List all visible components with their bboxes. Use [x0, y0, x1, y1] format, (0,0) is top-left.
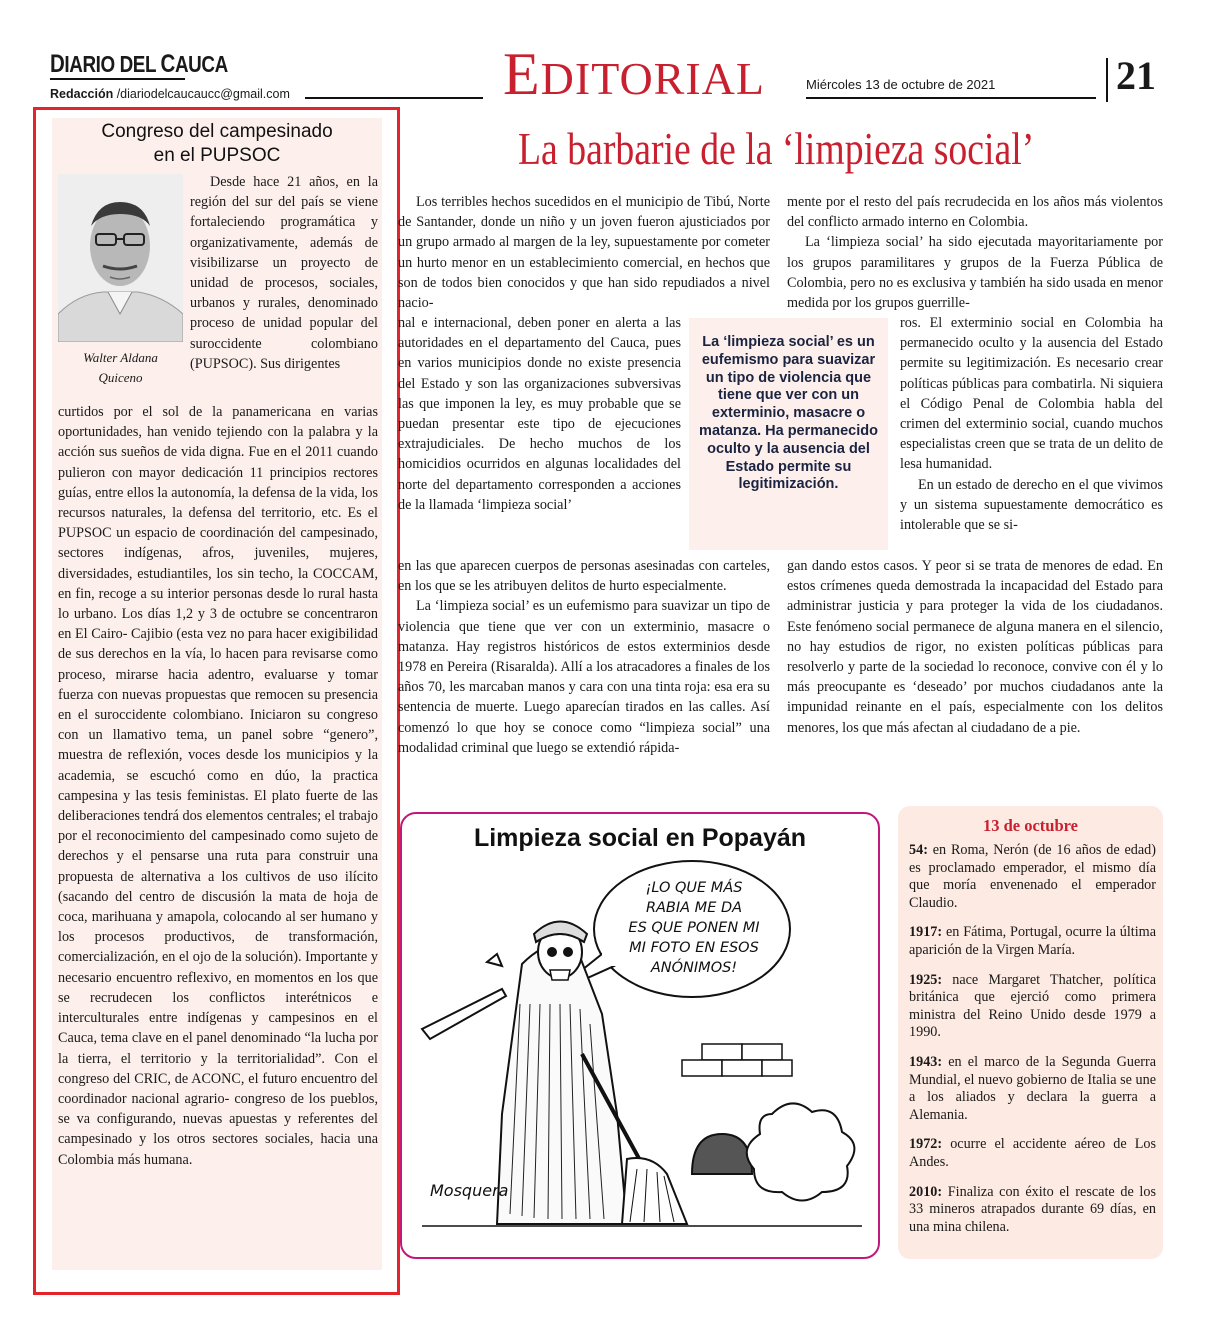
editorial-paragraph-1c-2: [398, 556, 770, 758]
ephemeris-text: nace Margaret Thatcher, política británica que ejerció como primera ministra del Reino Unido desde 1979 a 1990.: [909, 971, 1156, 1041]
editorial-paragraph-1b: nal e internacional, deben poner en alerta a las autoridades en el departamento del Cauca, pues en varios municipios donde no existe presencia del Estado y son las organizaciones subversivas las que imponen la ley, es muy probable que se puedan presentar este tipo de ejecuciones extrajudiciales. De hecho muchos de los homicidios ocurridos en algunas localidades del norte del departamento corresponden a acciones de la llamada ‘limpieza social’: [398, 315, 681, 513]
ephemeris-text: ocurre el accidente aéreo de Los Andes.: [909, 1136, 1156, 1170]
editorial-text: En un estado de derecho en el que vivimos y un sistema supuestamente democrático es intolerable que se si-: [900, 476, 1163, 534]
list-item: [909, 842, 1156, 912]
section-title: [503, 41, 765, 107]
author-photo: [58, 174, 183, 342]
brand-part-1: IARIO DEL: [64, 51, 161, 77]
editorial-text: mente por el resto del país recrudecida en los años más violentos del conflicto armado interno en Colombia.: [787, 194, 1163, 231]
column-title-line-1: Congreso del campesinado: [101, 121, 333, 142]
list-item: [909, 1136, 1156, 1171]
author-name-line-1: Walter Aldana: [83, 350, 158, 365]
ephemeris-year: 2010:: [909, 1183, 943, 1200]
editorial-paragraph-2-3a: [787, 192, 1163, 313]
header-rule-right: [806, 97, 1096, 99]
bubble-line-3: ES QUE PONEN MI: [628, 920, 760, 936]
author-name: [58, 348, 183, 388]
ephemeris-text: Finaliza con éxito el rescate de los 33 mineros atrapados durante 69 días, en una mina chilena.: [909, 1183, 1156, 1235]
author-name-line-2: Quiceno: [98, 370, 143, 385]
ephemeris-text: en Roma, Nerón (de 16 años de edad) es proclamado emperador, el mismo día que moría envenenado el emperador Claudio.: [909, 842, 1156, 911]
pull-quote: La ‘limpieza social’ es un eufemismo para suavizar un tipo de violencia que tiene que ver con un exterminio, masacre o matanza. Ha permanecido oculto y la ausencia del Estado permite su legitimización.: [689, 318, 888, 550]
editorial-text: La ‘limpieza social’ es un eufemismo para suavizar un tipo de violencia que tiene que ver con un exterminio, masacre o matanza. Hay registros históricos de estos exterminios desde 1978 en Pereira (Risaralda). Allí a los atracadores a finales de los años 70, les marcaban manos y cara con una tinta roja: esa era su sentencia de muerte. Luego aparecían tirados en las calles. Así comenzó lo que hoy se conoce como “limpieza social” una modalidad criminal que luego se extendió rápida-: [398, 598, 770, 756]
cartoon-signature: Mosquera: [430, 1181, 509, 1200]
editorial-text: en las que aparecen cuerpos de personas asesinadas con carteles, en los que se les atribuyen delitos de hurto especialmente.: [398, 558, 770, 595]
cartoon-box: [400, 812, 880, 1259]
header-separator: [1106, 58, 1108, 102]
editorial-text: La ‘limpieza social’ ha sido ejecutada mayoritariamente por los grupos paramilitares y grupos de la Fuerza Pública de Colombia, pero no es exclusiva y también ha sido usada en menor medida por los grupos guerrille-: [787, 234, 1163, 312]
author-portrait-icon: [58, 174, 183, 342]
ephemerides-title: 13 de octubre: [982, 816, 1079, 835]
list-item: [909, 972, 1156, 1042]
redaccion-email: /diariodelcaucaucc@gmail.com: [113, 87, 290, 101]
ephemerides-list: [909, 842, 1156, 1248]
cartoon-illustration: [402, 814, 880, 1259]
ephemeris-year: 1943:: [909, 1053, 943, 1070]
column-text-intro: Desde hace 21 años, en la región del sur del país se viene fortaleciendo programática y organizativamente, además de visibilizarse un proyecto de unidad de procesos, sociales, urbanos y rurales, denominado proceso de unidad popular del suroccidente colombiano (PUPSOC). Sus dirigentes: [190, 174, 378, 372]
ephemeris-year: 1972:: [909, 1136, 943, 1153]
editorial-headline: La barbarie de la ‘limpieza social’: [518, 123, 1035, 174]
brand-underline: [50, 78, 185, 80]
editorial-text: ros. El exterminio social en Colombia ha permanecido oculto y la ausencia del Estado permite su legitimización. Es necesario crear políticas públicas para combatirla. Ni siquiera el Código Penal de Colombia habla del crimen del exterminio social, cuando muchos especialistas creen que se trata de un delito de lesa humanidad.: [900, 315, 1163, 473]
cartoon-title: Limpieza social en Popayán: [473, 824, 807, 852]
ephemeris-year: 1925:: [909, 971, 943, 988]
editorial-paragraph-4b: gan dando estos casos. Y peor si se trata de menores de edad. En estos crímenes queda demostrada la incapacidad del Estado para administrar justicia y para proteger la vida de los ciudadanos. Este fenómeno social permanece de alguna manera en el silencio, no hay estudios de rigor, no existen políticas públicas para resolverlo y parte de la sociedad lo reconoce, convive con él y lo más preocupante es ‘deseado’ por muchos ciudadanos ante la impunidad reinante en el país, especialmente con los delitos menores, los que más afectan al ciudadano de a pie.: [787, 558, 1163, 736]
bubble-line-5: ANÓNIMOS!: [650, 960, 738, 976]
header-rule-left: [305, 97, 483, 99]
column-text-body: curtidos por el sol de la panamericana en varias oportunidades, han venido tejiendo con la palabra y la acción sus sueños de vida digna. Fue en el 2011 cuando pulieron con mayor dedicación 11 principios rectores guías, entre ellos la autonomía, la defensa de la vida, los recursos naturales, la defensa del territorio, etc. Es el PUPSOC un espacio de coordinación del campesinado, sectores indígenas, afros, juveniles, mujeres, diversidades, estudiantiles, los sin techo, la COCCAM, en fin, recoge a su interior personas desde lo rural hasta lo urbano. Los días 1,2 y 3 de octubre se concentraron en El Cairo- Cajibio (esta vez no para hacer exigibilidad de sus derechos en la vía, lo hacen para revisarse como proceso, mirarse hacia adentro, evaluarse y tomar fuerza con nuevas propuestas que remocen su presencia en el suroccidente colombiano. Iniciaron su congreso con un llamativo tema, un panel sobre “genero”, muestra de reflexión, voces desde los municipios y la academia, se escuchó como en dúo, la practica campesina y las tesis feministas. El plato fuerte de las deliberaciones tendrá dos elementos centrales; el trabajo por el reconocimiento del campesinado como sujeto de derechos y el pensarse una ruta para construir una propuesta de alternativa a los cultivos de uso ilícito (sacando del centro de discusión la mata de hoja de coca, marihuana y amapola, colocando al ser humano y los procesos productivos, de transformación, comercialización, en el ojo de la solución). Importante y necesario encuentro reflexivo, en momentos en los que se recrudecen los conflictos interétnicos e interculturales entre indígenas y campesinos en el Cauca, tema clave en el panel denominado “la lucha por la tierra, el territorio y la territorialidad”. Con el congreso del CRIC, de ACONC, el futuro encuentro del coordinador nacional agrario- congreso de los pueblos, se va configurando, nuevas apuestas y referentes del campesinado y los otros sectores sociales, hacia una Colombia más humana.: [58, 404, 378, 1168]
editorial-paragraph-3b-4a: [900, 313, 1163, 535]
brand-initial-1: D: [50, 50, 65, 78]
brand-initial-2: C: [160, 50, 175, 78]
section-title-initial: E: [503, 41, 541, 107]
page-number: 21: [1116, 53, 1156, 98]
editorial-paragraph-1a: [398, 192, 770, 313]
ephemeris-year: 54:: [909, 842, 928, 858]
bubble-line-1: ¡LO QUE MÁS: [645, 880, 743, 896]
brand-part-2: AUCA: [174, 51, 228, 77]
bubble-line-4: MI FOTO EN ESOS: [629, 940, 759, 956]
column-title: [52, 120, 382, 168]
list-item: [909, 1184, 1156, 1237]
bubble-line-2: RABIA ME DA: [645, 900, 743, 916]
section-title-rest: DITORIAL: [540, 53, 765, 104]
newspaper-brand: [50, 50, 228, 79]
redaccion-credit: [50, 87, 290, 101]
list-item: [909, 1054, 1156, 1124]
ephemeris-year: 1917:: [909, 924, 943, 941]
ephemeris-text: en Fátima, Portugal, ocurre la última aparición de la Virgen María.: [909, 924, 1156, 958]
issue-date: Miércoles 13 de octubre de 2021: [806, 77, 996, 92]
ephemeris-text: en el marco de la Segunda Guerra Mundial, el nuevo gobierno de Italia se une a los aliados y declara la guerra a Alemania.: [909, 1053, 1156, 1123]
editorial-text: Los terribles hechos sucedidos en el municipio de Tibú, Norte de Santander, donde un niño y un joven fueron ajusticiados por un grupo armado al margen de la ley, supuestamente por cometer un hurto menor en un establecimiento comercial, en hechos que son de todos bien conocidos y que han sido repudiados a nivel nacio-: [398, 194, 770, 312]
redaccion-label: Redacción: [50, 87, 114, 101]
list-item: [909, 924, 1156, 959]
column-title-line-2: en el PUPSOC: [153, 145, 281, 166]
